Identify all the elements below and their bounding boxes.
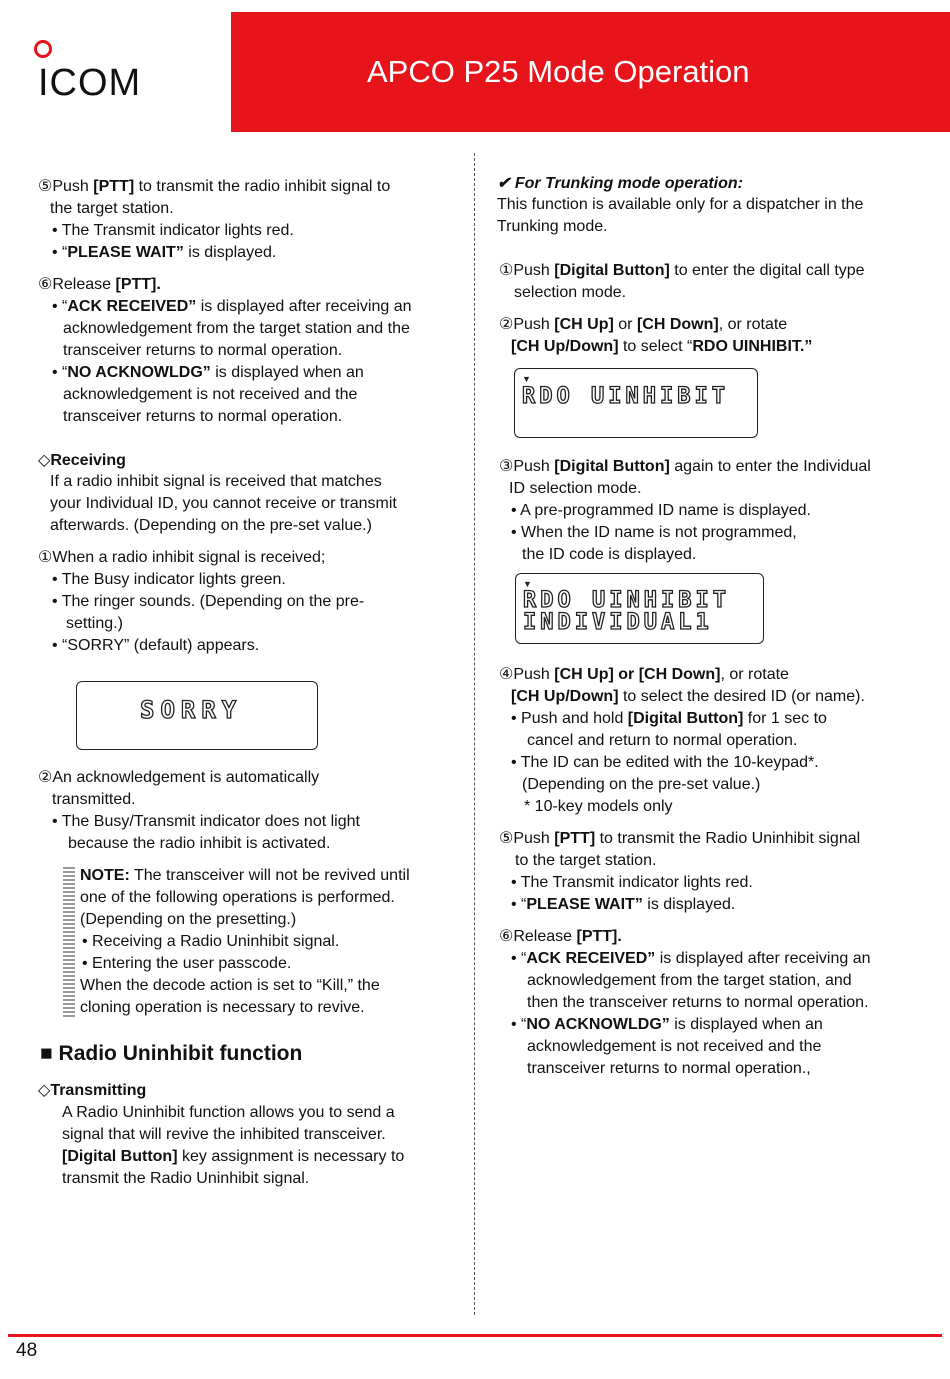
- antenna-icon: ▼: [522, 374, 531, 384]
- r-step-5: ⑤Push [PTT] to transmit the Radio Uninhibit signal: [499, 830, 861, 847]
- footer-rule: [8, 1334, 942, 1337]
- receive-step-1: ①When a radio inhibit signal is received;: [38, 549, 326, 566]
- receive-step-1-bullet-2b: setting.): [66, 615, 123, 632]
- note-line-4: • Receiving a Radio Uninhibit signal.: [82, 933, 340, 950]
- r-step-6: ⑥Release [PTT].: [499, 928, 622, 945]
- r-step-4-bullet-2c: * 10-key models only: [524, 798, 673, 815]
- r-step-6-bullet-1-l2: acknowledgement from the target station, and: [527, 972, 852, 989]
- r-step-2-l2: [CH Up/Down] to select “RDO UINHIBIT.”: [511, 338, 813, 355]
- antenna-icon: ▼: [523, 579, 532, 589]
- r-step-2: ②Push [CH Up] or [CH Down], or rotate: [499, 316, 788, 333]
- note-line-5: • Entering the user passcode.: [82, 955, 292, 972]
- trunking-line-1: This function is available only for a dispatcher in the: [497, 196, 864, 213]
- lcd-line-1: RDO UINHIBIT: [523, 588, 730, 613]
- receiving-para-3: afterwards. (Depending on the pre-set value.): [50, 517, 372, 534]
- note-line-7: cloning operation is necessary to revive.: [80, 999, 365, 1016]
- r-step-1: ①Push [Digital Button] to enter the digital call type: [499, 262, 865, 279]
- transmitting-para-4: transmit the Radio Uninhibit signal.: [62, 1170, 310, 1187]
- trunking-line-2: Trunking mode.: [497, 218, 608, 235]
- r-step-4-bullet-1: • Push and hold [Digital Button] for 1 sec to: [511, 710, 827, 727]
- lcd-sorry-text: SORRY: [140, 696, 243, 724]
- r-step-6-bullet-2-l3: transceiver returns to normal operation.,: [527, 1060, 811, 1077]
- r-step-4: ④Push [CH Up] or [CH Down], or rotate: [499, 666, 789, 683]
- black-square-icon: ■: [40, 1042, 53, 1065]
- step-6-bullet-2-l2: acknowledgement is not received and the: [63, 386, 358, 403]
- transmitting-heading: ◇Transmitting: [38, 1082, 147, 1099]
- header-banner: [231, 12, 950, 132]
- section-heading: ■ Radio Uninhibit function: [40, 1042, 303, 1065]
- lcd-sorry-display: [76, 681, 318, 750]
- lcd-line-1: RDO UINHIBIT: [522, 384, 729, 409]
- step-6-bullet-1-l3: transceiver returns to normal operation.: [63, 342, 343, 359]
- receive-step-2-bullet-l2: because the radio inhibit is activated.: [68, 835, 331, 852]
- logo-ring-icon: [34, 40, 52, 58]
- r-step-6-bullet-1: • “ACK RECEIVED” is displayed after receiving an: [511, 950, 871, 967]
- logo-text: ICOM: [38, 62, 142, 104]
- step-5-line2: the target station.: [50, 200, 174, 217]
- r-step-6-bullet-2: • “NO ACKNOWLDG” is displayed when an: [511, 1016, 823, 1033]
- r-step-3: ③Push [Digital Button] again to enter the Individual: [499, 458, 871, 475]
- r-step-3-bullet-2b: the ID code is displayed.: [522, 546, 697, 563]
- step-6-bullet-1-l2: acknowledgement from the target station and the: [63, 320, 410, 337]
- r-step-5-l2: to the target station.: [515, 852, 657, 869]
- r-step-6-bullet-2-l2: acknowledgement is not received and the: [527, 1038, 822, 1055]
- r-step-5-bullet-1: • The Transmit indicator lights red.: [511, 874, 753, 891]
- r-step-4-bullet-2: • The ID can be edited with the 10-keypad*.: [511, 754, 819, 771]
- page-title: APCO P25 Mode Operation: [367, 54, 750, 89]
- receive-step-1-bullet-1: • The Busy indicator lights green.: [52, 571, 286, 588]
- r-step-4-l2: [CH Up/Down] to select the desired ID (or name).: [511, 688, 865, 705]
- receiving-para-2: your Individual ID, you cannot receive or transmit: [50, 495, 397, 512]
- r-step-6-bullet-1-l3: then the transceiver returns to normal operation.: [527, 994, 869, 1011]
- receive-step-2-l2: transmitted.: [52, 791, 136, 808]
- receive-step-1-bullet-3: • “SORRY” (default) appears.: [52, 637, 260, 654]
- transmitting-para-3: [Digital Button] key assignment is necessary to: [62, 1148, 405, 1165]
- diamond-icon: ◇: [38, 452, 51, 469]
- r-step-4-bullet-2b: (Depending on the pre-set value.): [522, 776, 761, 793]
- diamond-icon: ◇: [38, 1082, 51, 1099]
- receiving-heading: ◇Receiving: [38, 452, 126, 469]
- lcd-rdo-uinhibit: [514, 368, 758, 438]
- step-5-push-ptt: ⑤Push [PTT] to transmit the radio inhibit signal to: [38, 178, 391, 195]
- receiving-para-1: If a radio inhibit signal is received that matches: [50, 473, 382, 490]
- note-line-6: When the decode action is set to “Kill,” the: [80, 977, 380, 994]
- receive-step-2: ②An acknowledgement is automatically: [38, 769, 320, 786]
- note-line-3: (Depending on the presetting.): [80, 911, 297, 928]
- step-5-bullet-1: • The Transmit indicator lights red.: [52, 222, 294, 239]
- receive-step-1-bullet-2: • The ringer sounds. (Depending on the pre-: [52, 593, 365, 610]
- lcd-line-2: INDIVIDUAL1: [523, 610, 713, 635]
- transmitting-para-2: signal that will revive the inhibited transceiver.: [62, 1126, 386, 1143]
- r-step-5-bullet-2: • “PLEASE WAIT” is displayed.: [511, 896, 736, 913]
- transmitting-para-1: A Radio Uninhibit function allows you to send a: [62, 1104, 395, 1121]
- r-step-1-l2: selection mode.: [514, 284, 627, 301]
- step-6-bullet-2: • “NO ACKNOWLDG” is displayed when an: [52, 364, 364, 381]
- column-divider: [474, 153, 475, 1315]
- r-step-3-l2: ID selection mode.: [509, 480, 642, 497]
- r-step-3-bullet-1: • A pre-programmed ID name is displayed.: [511, 502, 811, 519]
- lcd-individual: [515, 573, 764, 644]
- step-5-bullet-2: • “PLEASE WAIT” is displayed.: [52, 244, 277, 261]
- r-step-4-bullet-1-l2: cancel and return to normal operation.: [527, 732, 798, 749]
- note-line-1: NOTE: The transceiver will not be revived until: [80, 867, 410, 884]
- page-number: 48: [16, 1340, 38, 1361]
- step-6-bullet-2-l3: transceiver returns to normal operation.: [63, 408, 343, 425]
- trunking-heading: ✔ For Trunking mode operation:: [497, 175, 743, 192]
- note-line-2: one of the following operations is performed.: [80, 889, 395, 906]
- r-step-3-bullet-2: • When the ID name is not programmed,: [511, 524, 797, 541]
- note-marker: [63, 865, 75, 1017]
- step-6-bullet-1: • “ACK RECEIVED” is displayed after receiving an: [52, 298, 412, 315]
- receive-step-2-bullet: • The Busy/Transmit indicator does not light: [52, 813, 360, 830]
- step-6-release-ptt: ⑥Release [PTT].: [38, 276, 161, 293]
